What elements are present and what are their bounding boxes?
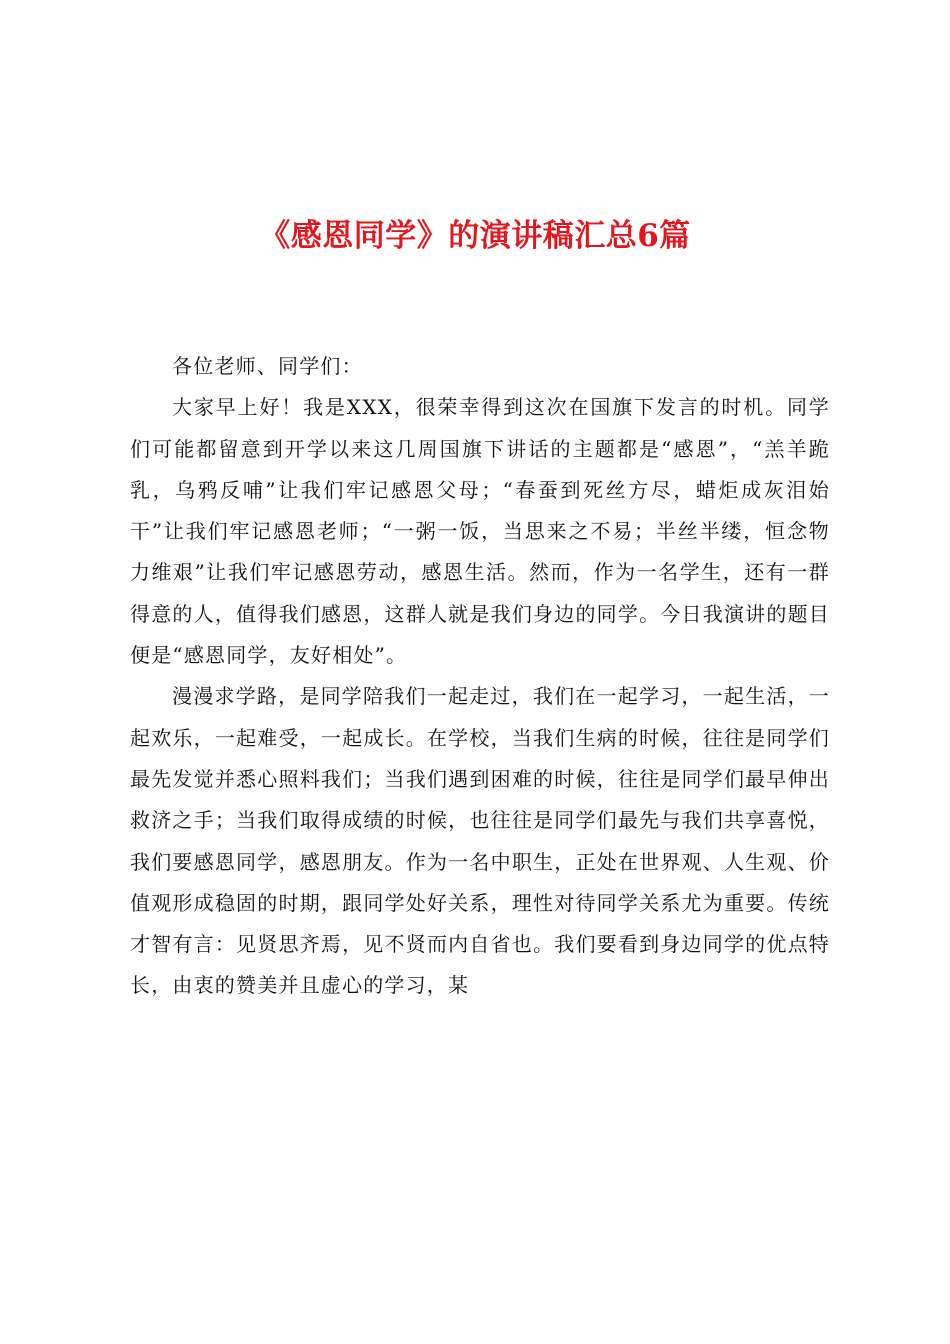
document-body bbox=[130, 346, 830, 1007]
document-title: 《感恩同学》的演讲稿汇总6篇 bbox=[259, 218, 691, 254]
greeting-line: 各位老师、同学们： bbox=[172, 354, 363, 378]
paragraph-2: 漫漫求学路，是同学陪我们一起走过，我们在一起学习，一起生活，一起欢乐，一起难受，一起成长。在学校，当我们生病的时候，往往是同学们最先发觉并悉心照料我们；当我们遇到困难的时候，往往是同学们最早伸出救济之手；当我们取得成绩的时候，也往往是同学们最先与我们共享喜悦，我们要感恩同学，感恩朋友。作为一名中职生，正处在世界观、人生观、价值观形成稳固的时期，跟同学处好关系，理性对待同学关系尤为重要。传统才智有言：见贤思齐焉，见不贤而内自省也。我们要看到身边同学的优点特长，由衷的赞美并且虚心的学习，某 bbox=[130, 684, 830, 998]
paragraph-1: 大家早上好！我是XXX，很荣幸得到这次在国旗下发言的时机。同学们可能都留意到开学以来这几周国旗下讲话的主题都是“感恩”，“羔羊跪乳，乌鸦反哺”让我们牢记感恩父母；“春蚕到死丝方尽，蜡炬成灰泪始干”让我们牢记感恩老师；“一粥一饭，当思来之不易；半丝半缕，恒念物力维艰”让我们牢记感恩劳动，感恩生活。然而，作为一名学生，还有一群得意的人，值得我们感恩，这群人就是我们身边的同学。今日我演讲的题目便是“感恩同学，友好相处”。 bbox=[130, 395, 830, 668]
